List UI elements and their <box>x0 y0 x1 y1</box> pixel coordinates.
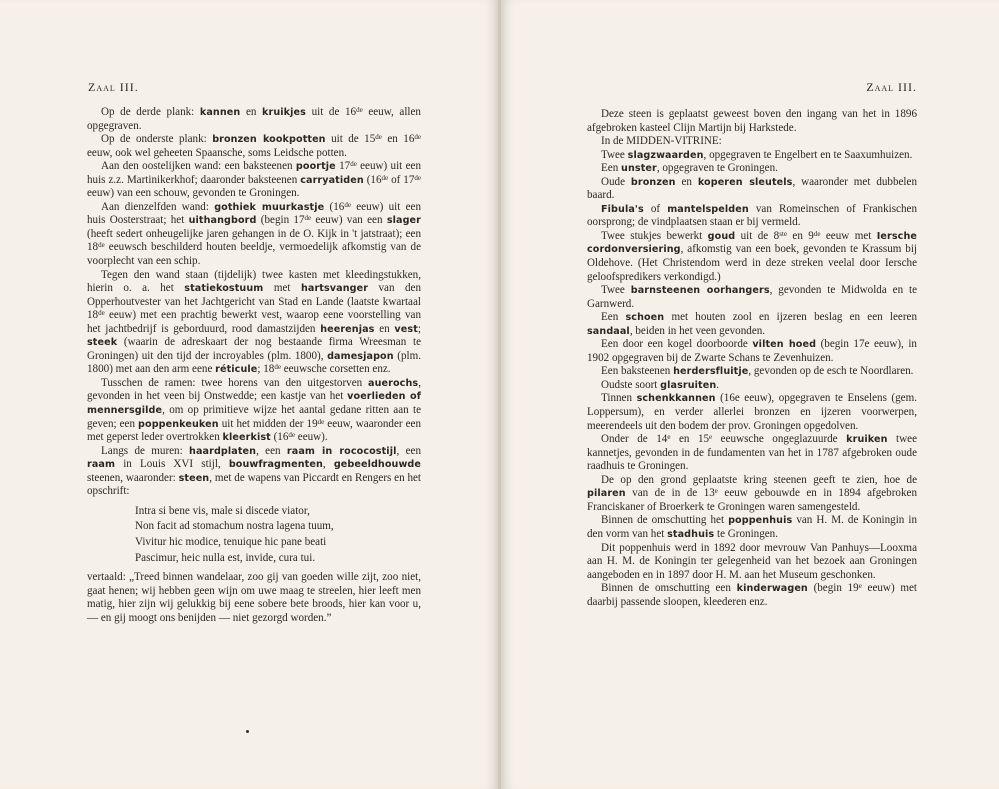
paragraph: Een door een kogel doorboorde vilten hoed (begin 17e eeuw), in 1902 opgegraven bij de Zwarte Schans te Zevenhuizen. <box>587 338 917 364</box>
right-page-text <box>587 108 917 609</box>
paragraph: De op den grond geplaatste kring steenen geeft te zien, hoe de pilaren van de in de 13e eeuw gebouwde en in 1894 afgebroken Franciskaner of Broerkerk te Groningen waren samengesteld. <box>587 473 917 513</box>
paragraph: Langs de muren: haardplaten, een raam in rococostijl, een raam in Louis XVI stijl, bouwfragmenten, gebeeldhouwde steenen, waaronder: steen, met de wapens van Piccardt en Rengers en het opschrift: <box>87 444 422 498</box>
paragraph: Op de derde plank: kannen en kruikjes uit de 16de eeuw, allen opgegraven. <box>87 106 421 132</box>
paragraph: Twee slagzwaarden, opgegraven te Engelbert en te Saaxumhuizen. <box>601 148 913 161</box>
paragraph: vertaald: „Treed binnen wandelaar, zoo gij van goeden wille zijt, zoo niet, gaat henen; wij hebben geen wijn om uwe maag te streelen, hier leeft men matig, hier zijn wij gelukkig bij eene sobere bete broods, hier kan voor u, — en gij moogt ons benijden — niet gezorgd worden.” <box>87 571 421 624</box>
paragraph: Tegen den wand staan (tijdelijk) twee kasten met kleedingstukken, hierin o. a. het statiekostuum met hartsvanger van den Opperhoutvester van het Jachtgericht van Stad en Lande (laatste kwartaal 18de eeuw) met een prachtig bewerkt vest, waarop eene voorstelling van het jachtbedrijf is geborduurd, rood damastzijden heerenjas en vest; steek (waarin de adreskaart der nog bestaande firma Wreesman te Groningen) uit den tijd der incroyables (plm. 1800), damesjapon (plm. 1800) met aan den arm eene réticule; 18de eeuwsche corsetten enz. <box>87 268 421 376</box>
left-page-header: Zaal III. <box>88 80 139 94</box>
left-page-text <box>87 106 421 625</box>
paragraph: Tusschen de ramen: twee horens van den uitgestorven auerochs, gevonden in het veen bij Onstwedde; een kastje van het voerlieden of mennersgilde, om op primitieve wijze het aantal gedane ritten aan te geven; een poppenkeuken uit het midden der 19de eeuw, waaronder een met geperst leder overtrokken kleerkist (16de eeuw). <box>87 376 422 444</box>
left-page <box>0 0 498 789</box>
paragraph: Een unster, opgegraven te Groningen. <box>601 162 778 175</box>
paragraph: Twee barnsteenen oorhangers, gevonden te Midwolda en te Garnwerd. <box>587 284 918 310</box>
paragraph: Fibula's of mantelspelden van Romeinschen of Frankischen oorsprong; de vindplaatsen staan er bij vermeld. <box>587 202 917 229</box>
paragraph: Tinnen schenkkannen (16e eeuw), opgegraven te Enselens (gem. Loppersum), en verder allerlei bronzen en ijzeren voorwerpen, meerendeels uit den bodem der prov. Groningen opgedolven. <box>587 392 918 432</box>
paragraph: Onder de 14e en 15e eeuwsche ongeglazuurde kruiken twee kannetjes, gevonden in de fundamenten van het in 1787 afgebroken oude raadhuis te Groningen. <box>587 433 917 473</box>
paragraph: Een baksteenen herdersfluitje, gevonden op de esch te Noordlaren. <box>601 365 914 378</box>
paragraph: Binnen de omschutting een kinderwagen (begin 19e eeuw) met daarbij passende sloopen, kleederen enz. <box>587 582 917 608</box>
paragraph: In de MIDDEN-VITRINE: <box>601 135 722 148</box>
right-page <box>501 0 999 789</box>
right-page-header: Zaal III. <box>866 80 917 94</box>
paragraph: Oudste soort glasruiten. <box>601 378 720 391</box>
ink-speck <box>246 730 249 733</box>
latin-inscription: Intra si bene vis, male si discede viator, Non facit ad stomachum nostra lagena tuum, Vivitur hic modice, tenuique hic pane beati Pascimur, heic nulla est, invide, cura tui. <box>135 504 334 564</box>
paragraph: Binnen de omschutting het poppenhuis van H. M. de Koningin in den vorm van het stadhuis te Groningen. <box>587 514 918 540</box>
paragraph: Oude bronzen en koperen sleutels, waaronder met dubbelen baard. <box>587 175 917 202</box>
paragraph: Deze steen is geplaatst geweest boven den ingang van het in 1896 afgebroken kasteel Clijn Martijn bij Harkstede. <box>587 108 917 134</box>
paragraph: Een schoen met houten zool en ijzeren beslag en een leeren sandaal, beiden in het veen gevonden. <box>587 311 917 337</box>
paragraph: Aan den oostelijken wand: een baksteenen poortje 17de eeuw) uit een huis z.z. Martinikerkhof; daaronder baksteenen carryatiden (16de of 17de eeuw) van een schouw, gevonden te Groningen. <box>87 160 422 200</box>
paragraph: Aan dienzelfden wand: gothiek muurkastje (16de eeuw) uit een huis Oosterstraat; het uithangbord (begin 17de eeuw) van een slager (heeft sedert onheugelijke jaren gehangen in de O. Kijk in 't jatstraat); een 18de eeuwsch beschilderd houten beeldje, vermoedelijk afkomstig van de voorplecht van een schip. <box>87 200 422 268</box>
paragraph: Twee stukjes bewerkt goud uit de 8ste en 9de eeuw met Iersche cordonversiering, afkomstig van een boek, gevonden te Krassum bij Oldehove. (Het Christendom werd in deze streken veelal door Iersche geloofspredikers verkondigd.) <box>587 229 917 283</box>
paragraph: Dit poppenhuis werd in 1892 door mevrouw Van Panhuys—Looxma aan H. M. de Koningin ter gelegenheid van het bezoek aan Groningen aangeboden en in 1897 door H. M. aan het Museum geschonken. <box>587 541 917 581</box>
paragraph: Op de onderste plank: bronzen kookpotten uit de 15de en 16de eeuw, ook wel geheeten Spaansche, soms Leidsche potten. <box>87 133 421 159</box>
